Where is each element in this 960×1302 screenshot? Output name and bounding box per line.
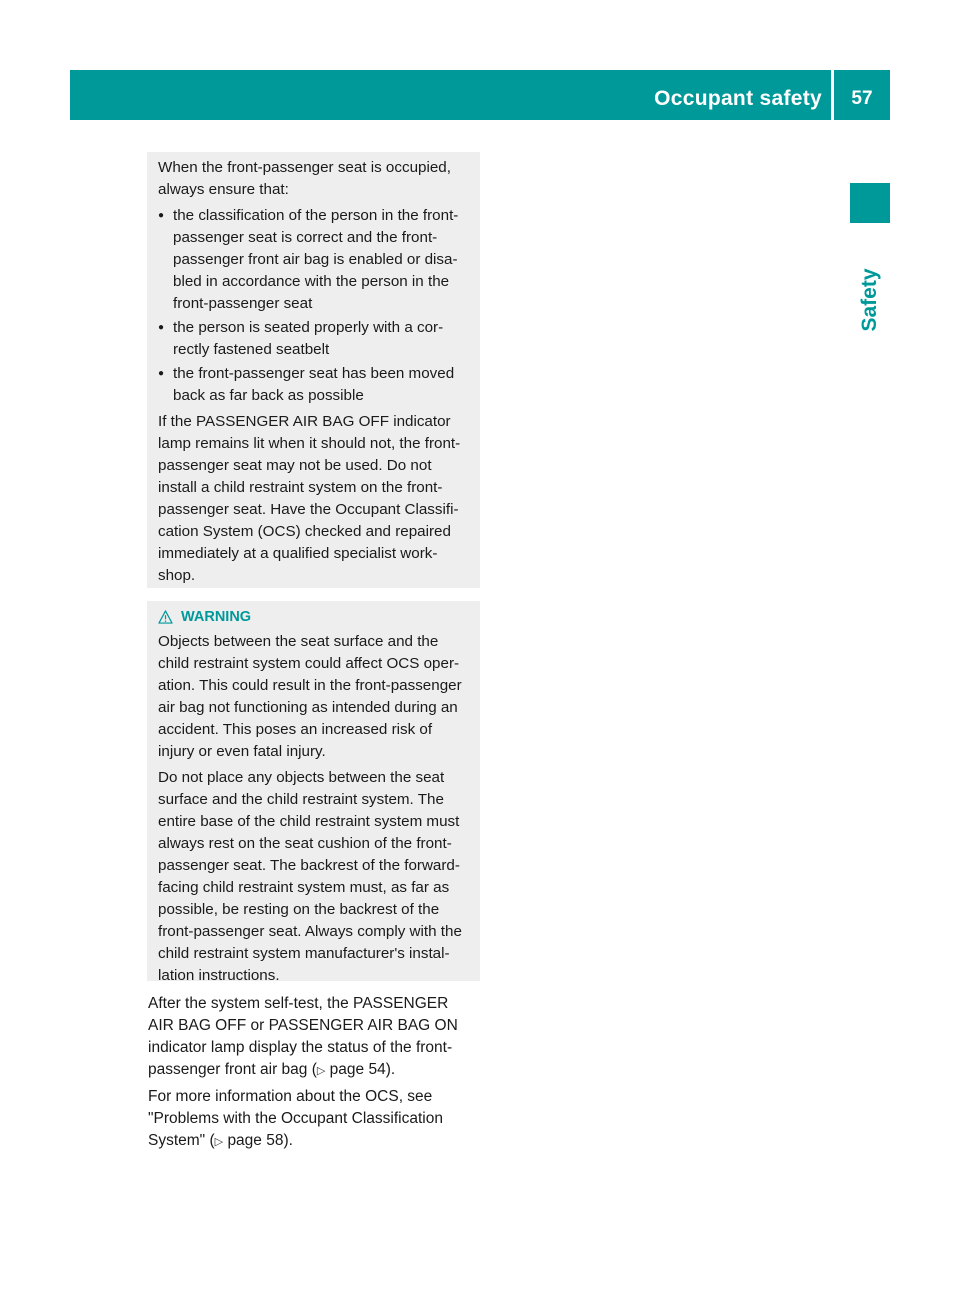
warning-heading: WARNING [158,606,472,628]
info-box-occupancy [147,152,480,588]
page-reference-link[interactable]: page 58 [227,1132,284,1149]
self-test-paragraph: After the system self-test, the PASSENGER AIR BAG OFF or PASSENGER AIR BAG ON indicator lamp display the status of the front- passenger front air bag (▷ page 54). [148,995,458,1078]
chapter-tab-label: Safety [858,268,881,332]
warning-text-instructions: Do not place any objects between the seat surface and the child restraint system. The entire base of the child restraint system must always rest on the seat cushion of the front- passenger seat. The backrest of the forward- facing child restraint system must, as far as possible, be resting on the backrest of the front-passenger seat. Always comply with the child restraint system manufacturer's instal- lation instructions. [158,769,462,984]
intro-text: When the front-passenger seat is occupied, always ensure that: [158,159,451,198]
list-item: ● the classification of the person in the front- passenger seat is correct and the front- passenger front air bag is enabled or disa- bled in accordance with the person in the front-passenger seat [158,207,459,312]
chapter-tab-marker [850,183,890,223]
page-reference-arrow-icon: ▷ [214,1136,224,1148]
page-reference-link[interactable]: page 54 [329,1061,386,1078]
body-text [148,993,493,1157]
checklist [158,205,472,407]
bullet-icon: ● [158,368,165,379]
warning-text-risk: Objects between the seat surface and the child restraint system could affect OCS oper- ation. This could result in the front-passenger air bag not functioning as intended during an accident. This poses an increased risk of injury or even fatal injury. [158,633,462,760]
page-reference-arrow-icon: ▷ [316,1065,326,1077]
page-number: 57 [851,88,873,109]
bullet-icon: ● [158,210,165,221]
section-title: Occupant safety [654,87,822,110]
warning-box [147,601,480,984]
warning-triangle-icon [158,610,173,624]
indicator-lamp-paragraph: If the PASSENGER AIR BAG OFF indicator lamp remains lit when it should not, the front- passenger seat may not be used. Do not install a child restraint system on the front- passenger seat. Have the Occupant Classifi- cation System (OCS) checked and repaired immediately at a qualified specialist work- shop. [158,413,461,584]
list-item: ● the front-passenger seat has been moved back as far back as possible [158,365,455,404]
bullet-icon: ● [158,322,165,333]
more-info-paragraph: For more information about the OCS, see "Problems with the Occupant Classification System" (▷ page 58). [148,1088,443,1149]
page-header [70,70,890,120]
list-item: ● the person is seated properly with a cor- rectly fastened seatbelt [158,319,444,358]
